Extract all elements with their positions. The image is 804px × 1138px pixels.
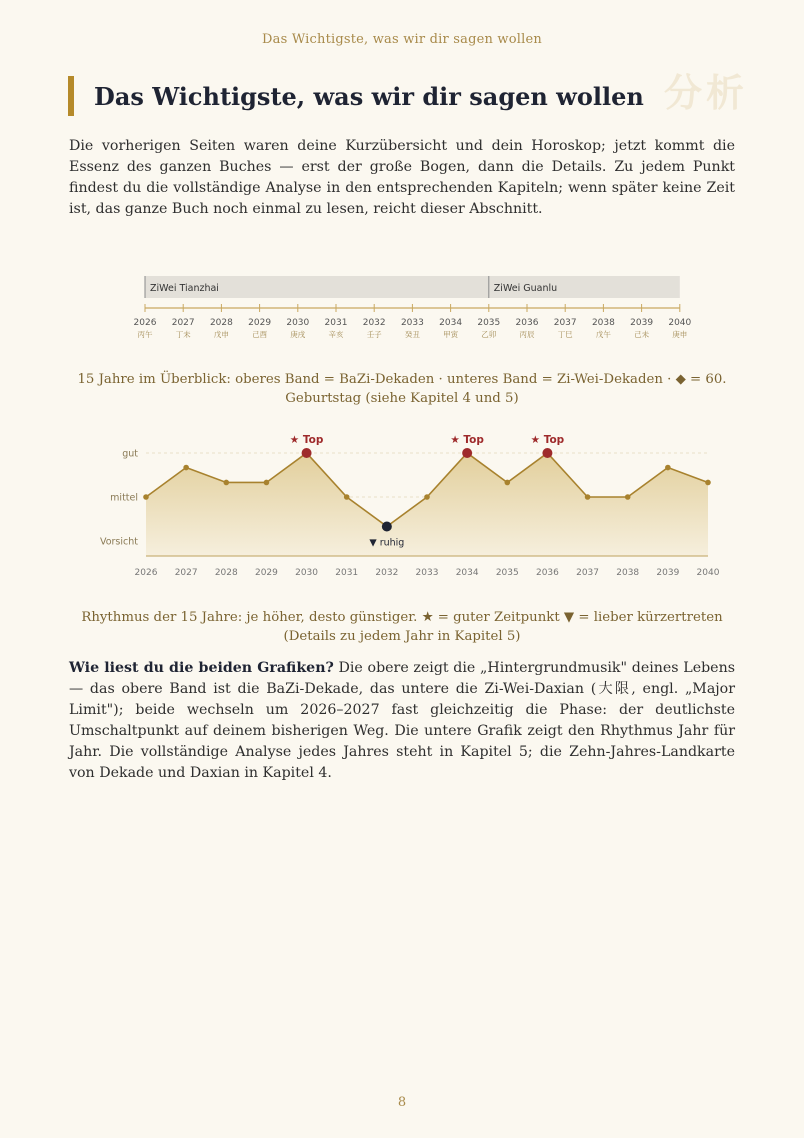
rhythm-area	[146, 453, 708, 556]
year-label: 2036	[515, 318, 539, 328]
title-block	[68, 76, 644, 116]
data-point	[344, 494, 350, 500]
y-level-label: gut	[122, 448, 138, 460]
year-label: 2035	[477, 318, 501, 328]
x-tick-label: 2027	[174, 568, 198, 578]
data-point	[504, 480, 510, 486]
ganzhi-label: 丁巳	[557, 330, 573, 339]
x-tick-label: 2035	[495, 568, 519, 578]
band-label: ZiWei Tianzhai	[150, 283, 219, 294]
decade-timeline	[120, 262, 710, 352]
year-label: 2028	[209, 318, 233, 328]
ganzhi-label: 庚申	[672, 330, 688, 339]
y-level-label: Vorsicht	[99, 536, 138, 548]
band-label: ZiWei Guanlu	[493, 283, 558, 294]
ganzhi-label: 丙午	[137, 330, 153, 339]
data-point	[705, 480, 711, 486]
top-label: ★ Top	[289, 434, 324, 446]
data-point	[183, 465, 189, 471]
year-label: 2027	[171, 318, 195, 328]
top-label: ★ Top	[530, 434, 565, 446]
ganzhi-label: 丙辰	[519, 330, 535, 339]
ganzhi-label: 甲寅	[443, 330, 459, 339]
ganzhi-label: 辛亥	[328, 330, 344, 339]
data-point	[625, 494, 631, 500]
y-level-label: mittel	[110, 492, 138, 504]
ganzhi-label: 己未	[634, 330, 650, 339]
low-label: ▼ ruhig	[369, 537, 405, 549]
x-tick-label: 2034	[455, 568, 479, 578]
year-label: 2037	[553, 318, 577, 328]
ganzhi-label: 丁未	[175, 330, 191, 339]
data-point	[223, 480, 229, 486]
x-tick-label: 2039	[656, 568, 680, 578]
ganzhi-label: 戊午	[595, 330, 611, 339]
page-number: 8	[397, 1095, 407, 1110]
chapter-watermark: 分析	[664, 71, 749, 115]
rhythm-caption: Rhythmus der 15 Jahre: je höher, desto günstiger. ★ = guter Zeitpunkt ▼ = lieber kürzertreten (Details zu jedem Jahr in Kapitel 5)	[81, 610, 723, 644]
x-tick-label: 2026	[134, 568, 158, 578]
year-label: 2026	[133, 318, 157, 328]
data-point	[143, 494, 149, 500]
x-tick-label: 2028	[214, 568, 238, 578]
x-tick-label: 2033	[415, 568, 439, 578]
x-tick-label: 2040	[696, 568, 720, 578]
data-point	[264, 480, 270, 486]
data-point	[665, 465, 671, 471]
ganzhi-label: 庚戌	[290, 330, 306, 339]
intro-paragraph: Die vorherigen Seiten waren deine Kurzübersicht und dein Horoskop; jetzt kommt die Essenz des ganzen Buches — erst der große Bogen, dann die Details. Zu jedem Punkt findest du die vollständige Analyse in den entsprechenden Kapiteln; wenn später keine Zeit ist, das ganze Buch noch einmal zu lesen, reicht dieser Abschnitt.	[69, 138, 735, 217]
year-label: 2029	[248, 318, 272, 328]
x-tick-label: 2036	[535, 568, 559, 578]
ganzhi-label: 癸丑	[404, 330, 420, 339]
explanation-paragraph	[69, 658, 735, 784]
year-label: 2040	[668, 318, 692, 328]
low-marker	[382, 521, 392, 531]
year-label: 2039	[630, 318, 654, 328]
running-header: Das Wichtigste, was wir dir sagen wollen	[262, 32, 542, 47]
ganzhi-label: 乙卯	[481, 330, 497, 339]
x-tick-label: 2031	[335, 568, 359, 578]
year-label: 2034	[439, 318, 463, 328]
rhythm-chart	[80, 424, 740, 584]
year-label: 2032	[362, 318, 386, 328]
top-marker	[302, 448, 312, 458]
x-tick-label: 2029	[254, 568, 278, 578]
x-tick-label: 2037	[576, 568, 600, 578]
data-point	[585, 494, 591, 500]
ganzhi-label: 壬子	[366, 330, 382, 339]
year-label: 2030	[286, 318, 310, 328]
data-point	[424, 494, 430, 500]
top-marker	[462, 448, 472, 458]
page-title: Das Wichtigste, was wir dir sagen wollen	[94, 81, 644, 111]
ganzhi-label: 己酉	[252, 330, 268, 339]
explanation-text: Die obere zeigt die „Hintergrundmusik" deines Lebens — das obere Band ist die BaZi-Dekade, das untere die Zi-Wei-Daxian (大限, engl. „Major Limit"); beide wechseln um 2026–2027 fast gleichzeitig die Phase: der deutlichste Umschaltpunkt auf deinem bisherigen Weg. Die untere Grafik zeigt den Rhythmus Jahr für Jahr. Die vollständige Analyse jedes Jahres steht in Kapitel 5; die Zehn-Jahres-Landkarte von Dekade und Daxian in Kapitel 4.	[69, 660, 735, 781]
top-label: ★ Top	[450, 434, 484, 446]
top-marker	[542, 448, 552, 458]
year-label: 2031	[324, 318, 348, 328]
timeline-caption: 15 Jahre im Überblick: oberes Band = BaZi-Dekaden · unteres Band = Zi-Wei-Dekaden · ◆ = 60. Geburtstag (siehe Kapitel 4 und 5)	[77, 372, 727, 406]
ganzhi-label: 戊申	[213, 330, 229, 339]
x-tick-label: 2038	[616, 568, 640, 578]
year-label: 2038	[591, 318, 615, 328]
explanation-heading: Wie liest du die beiden Grafiken?	[69, 660, 334, 676]
x-tick-label: 2032	[375, 568, 399, 578]
year-label: 2033	[400, 318, 424, 328]
x-tick-label: 2030	[295, 568, 319, 578]
